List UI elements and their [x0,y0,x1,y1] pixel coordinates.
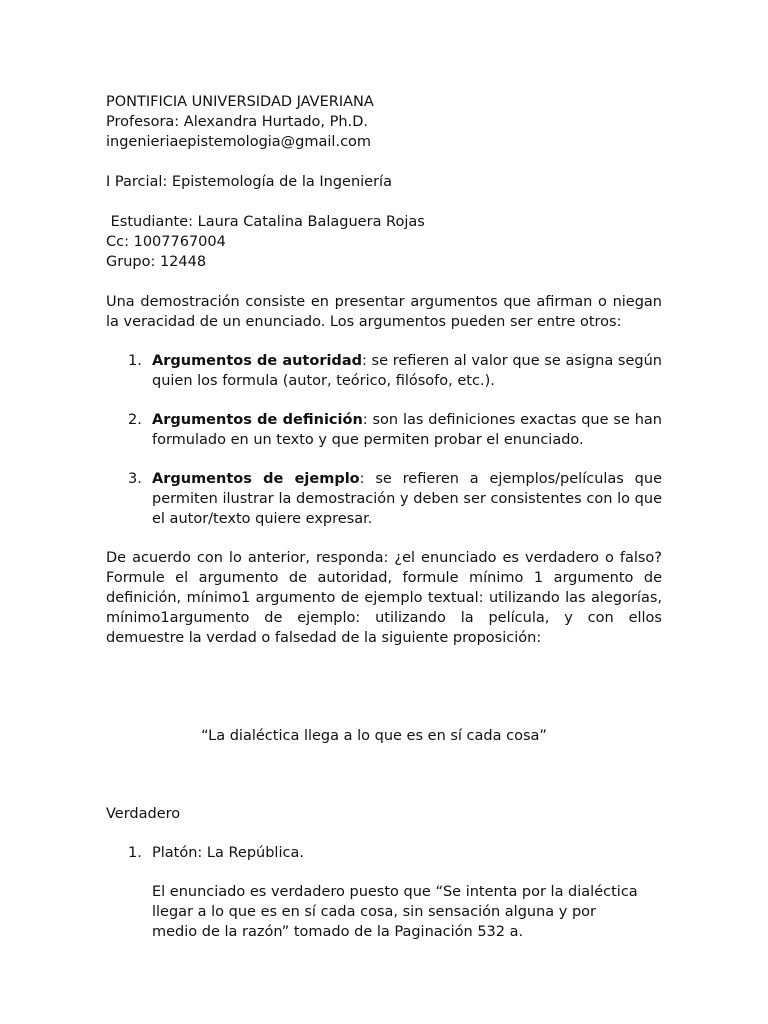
proposition-quote: “La dialéctica llega a lo que es en sí cada cosa” [201,728,547,744]
spacer [106,272,662,292]
answer-item-title: Platón: La República. [152,845,304,861]
argument-description: : son las definiciones exactas que se han formulado en un texto y que permiten probar el enunciado. [152,412,662,448]
argument-list [106,351,662,529]
answer-verdict: Verdadero [106,806,181,822]
answer-explanation: El enunciado es verdadero puesto que “Se intenta por la dialéctica llegar a lo que es en sí cada cosa, sin sensación alguna y por medio de la razón” tomado de la Paginación 532 a. [152,884,638,940]
professor-name: Profesora: Alexandra Hurtado, Ph.D. [106,114,368,130]
spacer [106,152,662,172]
argument-number: 2. [128,412,142,428]
answer-item [106,843,662,863]
spacer [106,648,662,726]
document-header [106,92,662,152]
argument-description: : se refieren al valor que se asigna según quien los formula (autor, teórico, filósofo, etc.). [152,353,662,389]
argument-term: Argumentos de autoridad [152,353,362,369]
spacer [106,332,662,351]
argument-item [106,410,662,450]
university-name: PONTIFICIA UNIVERSIDAD JAVERIANA [106,94,374,110]
student-group: Grupo: 12448 [106,254,207,270]
spacer [106,192,662,212]
argument-term: Argumentos de ejemplo [152,471,360,487]
argument-number: 1. [128,353,142,369]
argument-number: 3. [128,471,142,487]
intro-paragraph: Una demostración consiste en presentar argumentos que afirman o niegan la veracidad de un enunciado. Los argumentos pueden ser entre otros: [106,294,662,330]
contact-email: ingenieriaepistemologia@gmail.com [106,134,372,150]
exam-title: I Parcial: Epistemología de la Ingeniería [106,174,392,190]
instructions-paragraph: De acuerdo con lo anterior, responda: ¿el enunciado es verdadero o falso? Formule el argumento de autoridad, formule mínimo 1 argumento de definición, mínimo1 argumento de ejemplo textual: utilizando las alegorías, mínimo1argumento de ejemplo: utilizando la película, y con ellos demuestre la verdad o falsedad de la siguiente proposición: [106,550,662,646]
argument-item [106,351,662,391]
spacer [106,824,662,843]
student-name: Estudiante: Laura Catalina Balaguera Rojas [106,214,425,230]
argument-item [106,469,662,529]
spacer [106,746,662,804]
document-body [106,92,662,942]
student-id: Cc: 1007767004 [106,234,226,250]
spacer [106,863,662,882]
argument-description: : se refieren a ejemplos/películas que permiten ilustrar la demostración y deben ser consistentes con lo que el autor/texto quiere expresar. [152,471,662,527]
argument-term: Argumentos de definición [152,412,363,428]
answer-item-number: 1. [128,845,142,861]
student-info [106,212,662,272]
